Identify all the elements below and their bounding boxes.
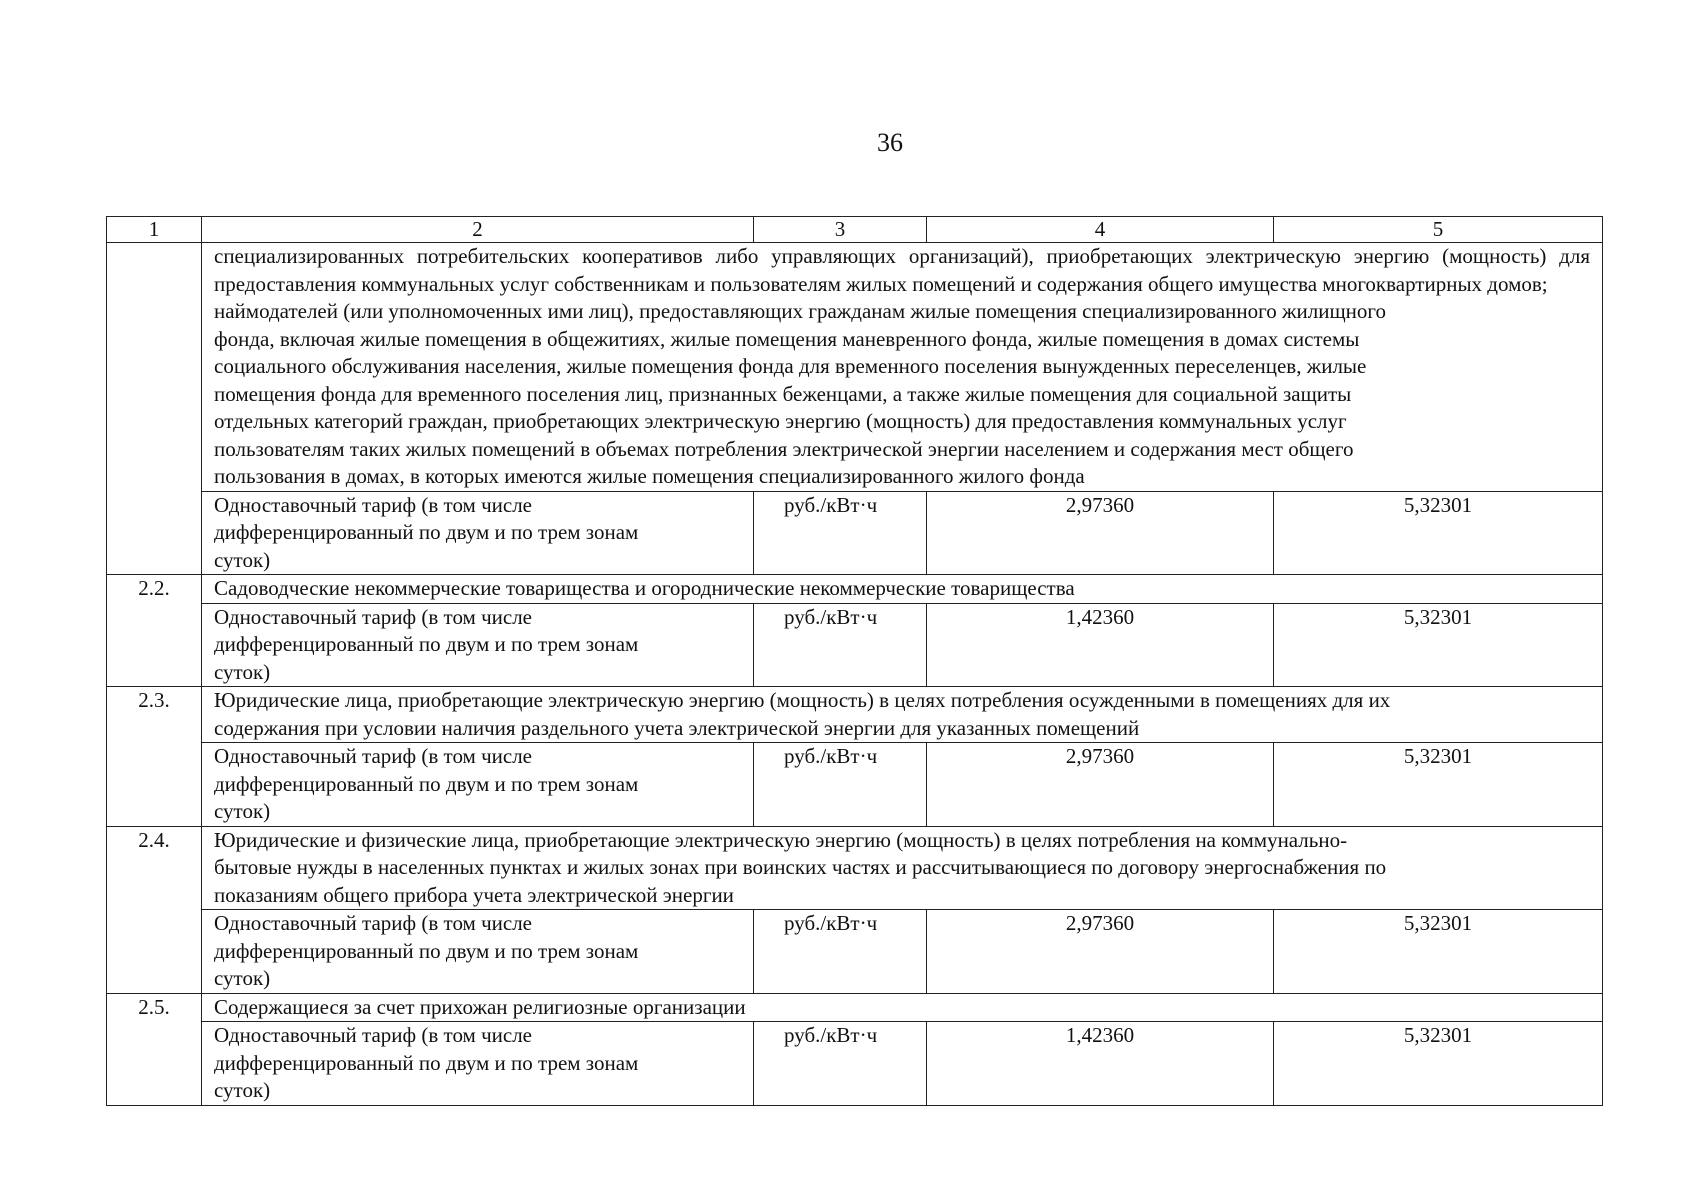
tariff-value-col4: 1,42360: [927, 603, 1274, 687]
tariff-unit: руб./кВт·ч: [754, 603, 927, 687]
tariff-value-col5: 5,32301: [1274, 603, 1603, 687]
section-number: 2.4.: [107, 826, 202, 993]
column-header-2: 2: [202, 217, 754, 243]
tariff-value-col4: 2,97360: [927, 910, 1274, 994]
column-header-4: 4: [927, 217, 1274, 243]
tariff-value-col5: 5,32301: [1274, 1022, 1603, 1106]
tariff-row: [107, 603, 1603, 687]
description-line: фонда, включая жилые помещения в общежитиях, жилые помещения маневренного фонда, жилые помещения в домах системы: [214, 326, 1360, 351]
description-line: пользования в домах, в которых имеются жилые помещения специализированного жилого фонда: [214, 464, 1085, 488]
description-line: социального обслуживания населения, жилые помещения фонда для временного поселения вынужденных переселенцев, жилые: [214, 354, 1367, 378]
tariff-name: Одноставочный тариф (в том числе дифференцированный по двум и по трем зонам суток): [202, 603, 754, 687]
description-line: пользователям таких жилых помещений в объемах потребления электрической энергии населением и содержания мест общего: [214, 436, 1354, 461]
table-row: [107, 243, 1603, 492]
tariff-name: Одноставочный тариф (в том числе дифференцированный по двум и по трем зонам суток): [202, 1022, 754, 1106]
column-header-1: 1: [107, 217, 202, 243]
category-description: [202, 826, 1603, 910]
column-header-3: 3: [754, 217, 927, 243]
tariff-name: Одноставочный тариф (в том числе дифференцированный по двум и по трем зонам суток): [202, 910, 754, 994]
section-number-cell: [107, 243, 202, 575]
tariff-value-col5: 5,32301: [1274, 743, 1603, 827]
tariff-name: Одноставочный тариф (в том числе дифференцированный по двум и по трем зонам суток): [202, 743, 754, 827]
page-number: 36: [877, 128, 903, 157]
category-description: [202, 687, 1603, 743]
tariff-unit: руб./кВт·ч: [754, 491, 927, 575]
description-line: бытовые нужды в населенных пунктах и жилых зонах при воинских частях и рассчитывающиеся по договору энергоснабжения по: [214, 855, 1387, 879]
table-row: [107, 687, 1603, 743]
tariff-row: [107, 743, 1603, 827]
tariff-value-col4: 2,97360: [927, 743, 1274, 827]
column-header-5: 5: [1274, 217, 1603, 243]
tariff-value-col4: 2,97360: [927, 491, 1274, 575]
description-line: помещения фонда для временного поселения лиц, признанных беженцами, а также жилые помещения для социальной защиты: [214, 381, 1352, 406]
description-line: наймодателей (или уполномоченных ими лиц), предоставляющих гражданам жилые помещения специализированного жилищного: [214, 299, 1386, 323]
tariff-name: Одноставочный тариф (в том числе дифференцированный по двум и по трем зонам суток): [202, 491, 754, 575]
tariff-row: [107, 910, 1603, 994]
category-description: [202, 243, 1603, 492]
tariff-value-col4: 1,42360: [927, 1022, 1274, 1106]
tariff-row: [107, 1022, 1603, 1106]
description-line: Содержащиеся за счет прихожан религиозные организации: [214, 994, 746, 1019]
description-line: Юридические лица, приобретающие электрическую энергию (мощность) в целях потребления осужденными в помещениях для их: [214, 688, 1391, 712]
table-header-row: [107, 217, 1603, 243]
description-line: показаниям общего прибора учета электрической энергии: [214, 882, 734, 907]
description-line: Юридические и физические лица, приобретающие электрическую энергию (мощность) в целях потребления на коммунально-: [214, 827, 1348, 852]
description-line: Садоводческие некоммерческие товарищества и огороднические некоммерческие товарищества: [214, 576, 1075, 600]
tariff-table: [106, 216, 1603, 1106]
tariff-unit: руб./кВт·ч: [754, 910, 927, 994]
tariff-row: [107, 491, 1603, 575]
tariff-value-col5: 5,32301: [1274, 910, 1603, 994]
tariff-value-col5: 5,32301: [1274, 491, 1603, 575]
section-number: 2.2.: [107, 575, 202, 687]
table-row: [107, 575, 1603, 604]
table-row: [107, 826, 1603, 910]
category-description: [202, 993, 1603, 1022]
section-number: 2.3.: [107, 687, 202, 827]
description-line: содержания при условии наличия раздельного учета электрической энергии для указанных помещений: [214, 715, 1140, 740]
tariff-unit: руб./кВт·ч: [754, 1022, 927, 1106]
description-paragraph: специализированных потребительских кооперативов либо управляющих организаций), приобретающих электрическую энергию (мощность) для предоставления коммунальных услуг собственникам и пользователям жилых помещений и содержания общего имущества многоквартирных домов;: [214, 244, 1590, 296]
description-line: отдельных категорий граждан, приобретающих электрическую энергию (мощность) для предоставления коммунальных услуг: [214, 409, 1347, 433]
tariff-unit: руб./кВт·ч: [754, 743, 927, 827]
table-row: [107, 993, 1603, 1022]
section-number: 2.5.: [107, 993, 202, 1105]
category-description: [202, 575, 1603, 604]
